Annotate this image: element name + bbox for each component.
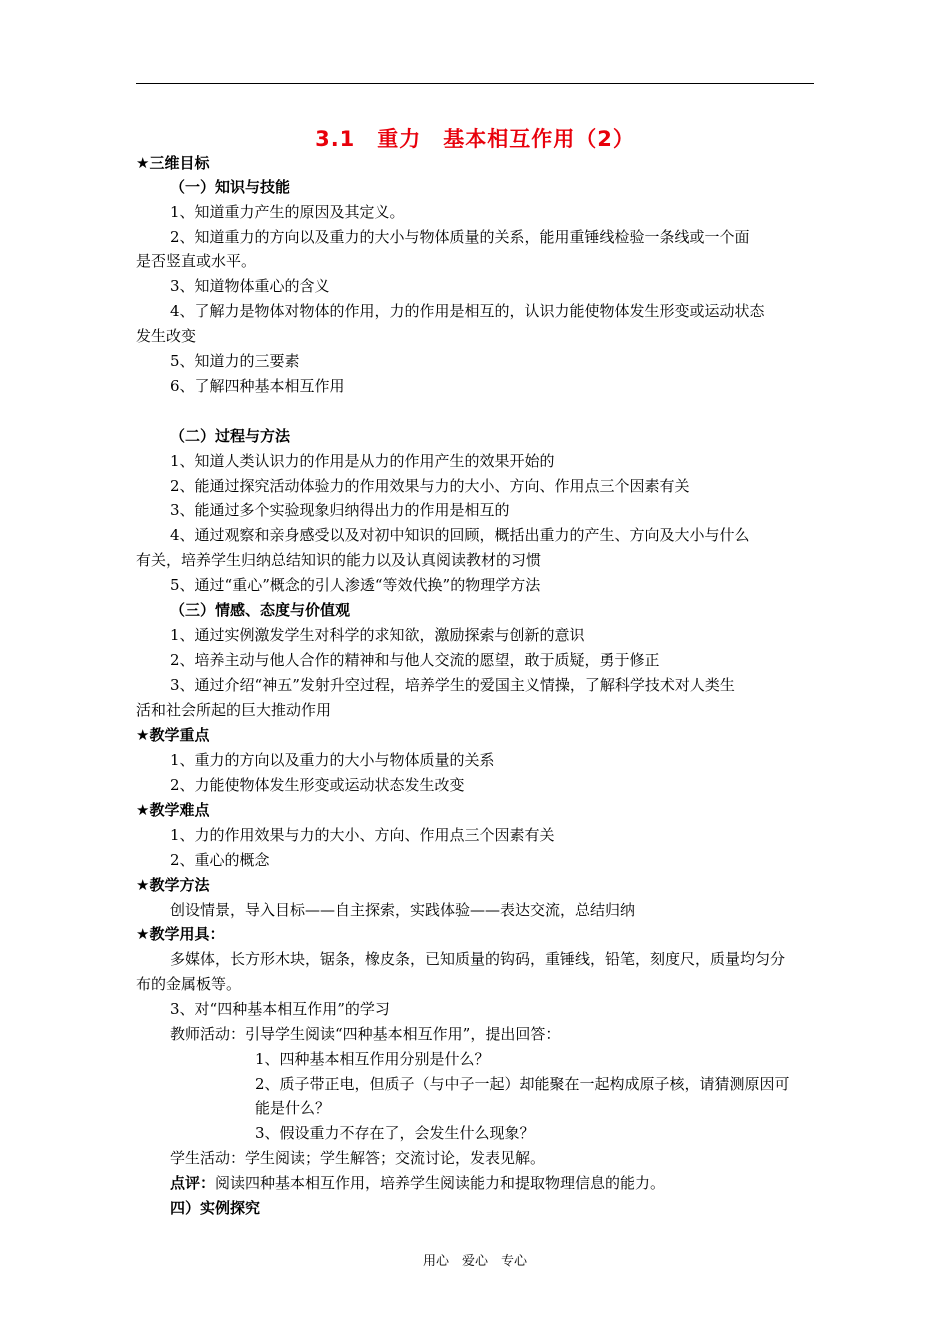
paragraph-line: 学生活动：学生阅读；学生解答；交流讨论，发表见解。 xyxy=(170,1149,546,1167)
list-item: 1、通过实例激发学生对科学的求知欲，激励探索与创新的意识 xyxy=(170,626,585,644)
list-item: 1、重力的方向以及重力的大小与物体质量的关系 xyxy=(170,751,495,769)
list-item: 3、通过介绍“神五”发射升空过程，培养学生的爱国主义情操，了解科学技术对人类生 xyxy=(170,676,735,694)
page-footer: 用心 爱心 专心 xyxy=(422,1254,527,1269)
list-item: 1、知道重力产生的原因及其定义。 xyxy=(170,203,405,221)
heading-three-dim-goals: ★三维目标 xyxy=(136,154,210,172)
list-item: 4、通过观察和亲身感受以及对初中知识的回顾，概括出重力的产生、方向及大小与什么 xyxy=(170,526,750,544)
subheading-process-methods: （二）过程与方法 xyxy=(170,427,291,445)
comment-line xyxy=(170,1173,665,1193)
heading-teaching-difficulty: ★教学难点 xyxy=(136,801,210,819)
list-item: 2、知道重力的方向以及重力的大小与物体质量的关系，能用重锤线检验一条线或一个面 xyxy=(170,228,750,246)
question-item: 3、假设重力不存在了，会发生什么现象？ xyxy=(255,1124,535,1142)
list-item: 多媒体，长方形木块，锯条，橡皮条，已知质量的钩码，重锤线，铅笔，刻度尺，质量均匀分 xyxy=(170,950,786,968)
subheading-knowledge-skills: （一）知识与技能 xyxy=(170,178,291,196)
question-item: 1、四种基本相互作用分别是什么？ xyxy=(255,1050,490,1068)
list-item-continuation: 是否竖直或水平。 xyxy=(136,252,257,270)
paragraph-line: 教师活动：引导学生阅读“四种基本相互作用”，提出回答： xyxy=(170,1025,561,1043)
heading-teaching-method: ★教学方法 xyxy=(136,876,210,894)
list-item: 2、能通过探究活动体验力的作用效果与力的大小、方向、作用点三个因素有关 xyxy=(170,477,690,495)
page-title: 3.1 重力 基本相互作用（2） xyxy=(315,127,635,151)
list-item-continuation: 布的金属板等。 xyxy=(136,975,242,993)
list-item: 3、能通过多个实验现象归纳得出力的作用是相互的 xyxy=(170,501,510,519)
heading-example-inquiry: 四）实例探究 xyxy=(170,1199,261,1217)
subheading-emotions-values: （三）情感、态度与价值观 xyxy=(170,601,351,619)
list-item: 创设情景，导入目标——自主探索，实践体验——表达交流，总结归纳 xyxy=(170,901,636,919)
list-item-continuation: 发生改变 xyxy=(136,327,197,345)
list-item: 5、通过“重心”概念的引人渗透“等效代换”的物理学方法 xyxy=(170,576,541,594)
list-item: 6、了解四种基本相互作用 xyxy=(170,377,345,395)
question-item-continuation: 能是什么？ xyxy=(255,1099,331,1117)
list-item: 2、重心的概念 xyxy=(170,851,270,869)
heading-teaching-focus: ★教学重点 xyxy=(136,726,210,744)
list-item: 2、力能使物体发生形变或运动状态发生改变 xyxy=(170,776,465,794)
list-item: 3、知道物体重心的含义 xyxy=(170,277,330,295)
paragraph-line: 3、对“四种基本相互作用”的学习 xyxy=(170,1000,390,1018)
list-item-continuation: 活和社会所起的巨大推动作用 xyxy=(136,701,332,719)
comment-text: 阅读四种基本相互作用，培养学生阅读能力和提取物理信息的能力。 xyxy=(215,1174,666,1192)
list-item-continuation: 有关，培养学生归纳总结知识的能力以及认真阅读教材的习惯 xyxy=(136,551,542,569)
list-item: 1、知道人类认识力的作用是从力的作用产生的效果开始的 xyxy=(170,452,555,470)
list-item: 5、知道力的三要素 xyxy=(170,352,300,370)
comment-label: 点评： xyxy=(170,1174,216,1192)
header-rule xyxy=(136,83,814,84)
question-item: 2、质子带正电，但质子（与中子一起）却能聚在一起构成原子核，请猜测原因可 xyxy=(255,1075,790,1093)
list-item: 4、了解力是物体对物体的作用，力的作用是相互的，认识力能使物体发生形变或运动状态 xyxy=(170,302,765,320)
heading-teaching-tools: ★教学用具： xyxy=(136,925,225,943)
list-item: 1、力的作用效果与力的大小、方向、作用点三个因素有关 xyxy=(170,826,555,844)
list-item: 2、培养主动与他人合作的精神和与他人交流的愿望，敢于质疑，勇于修正 xyxy=(170,651,660,669)
